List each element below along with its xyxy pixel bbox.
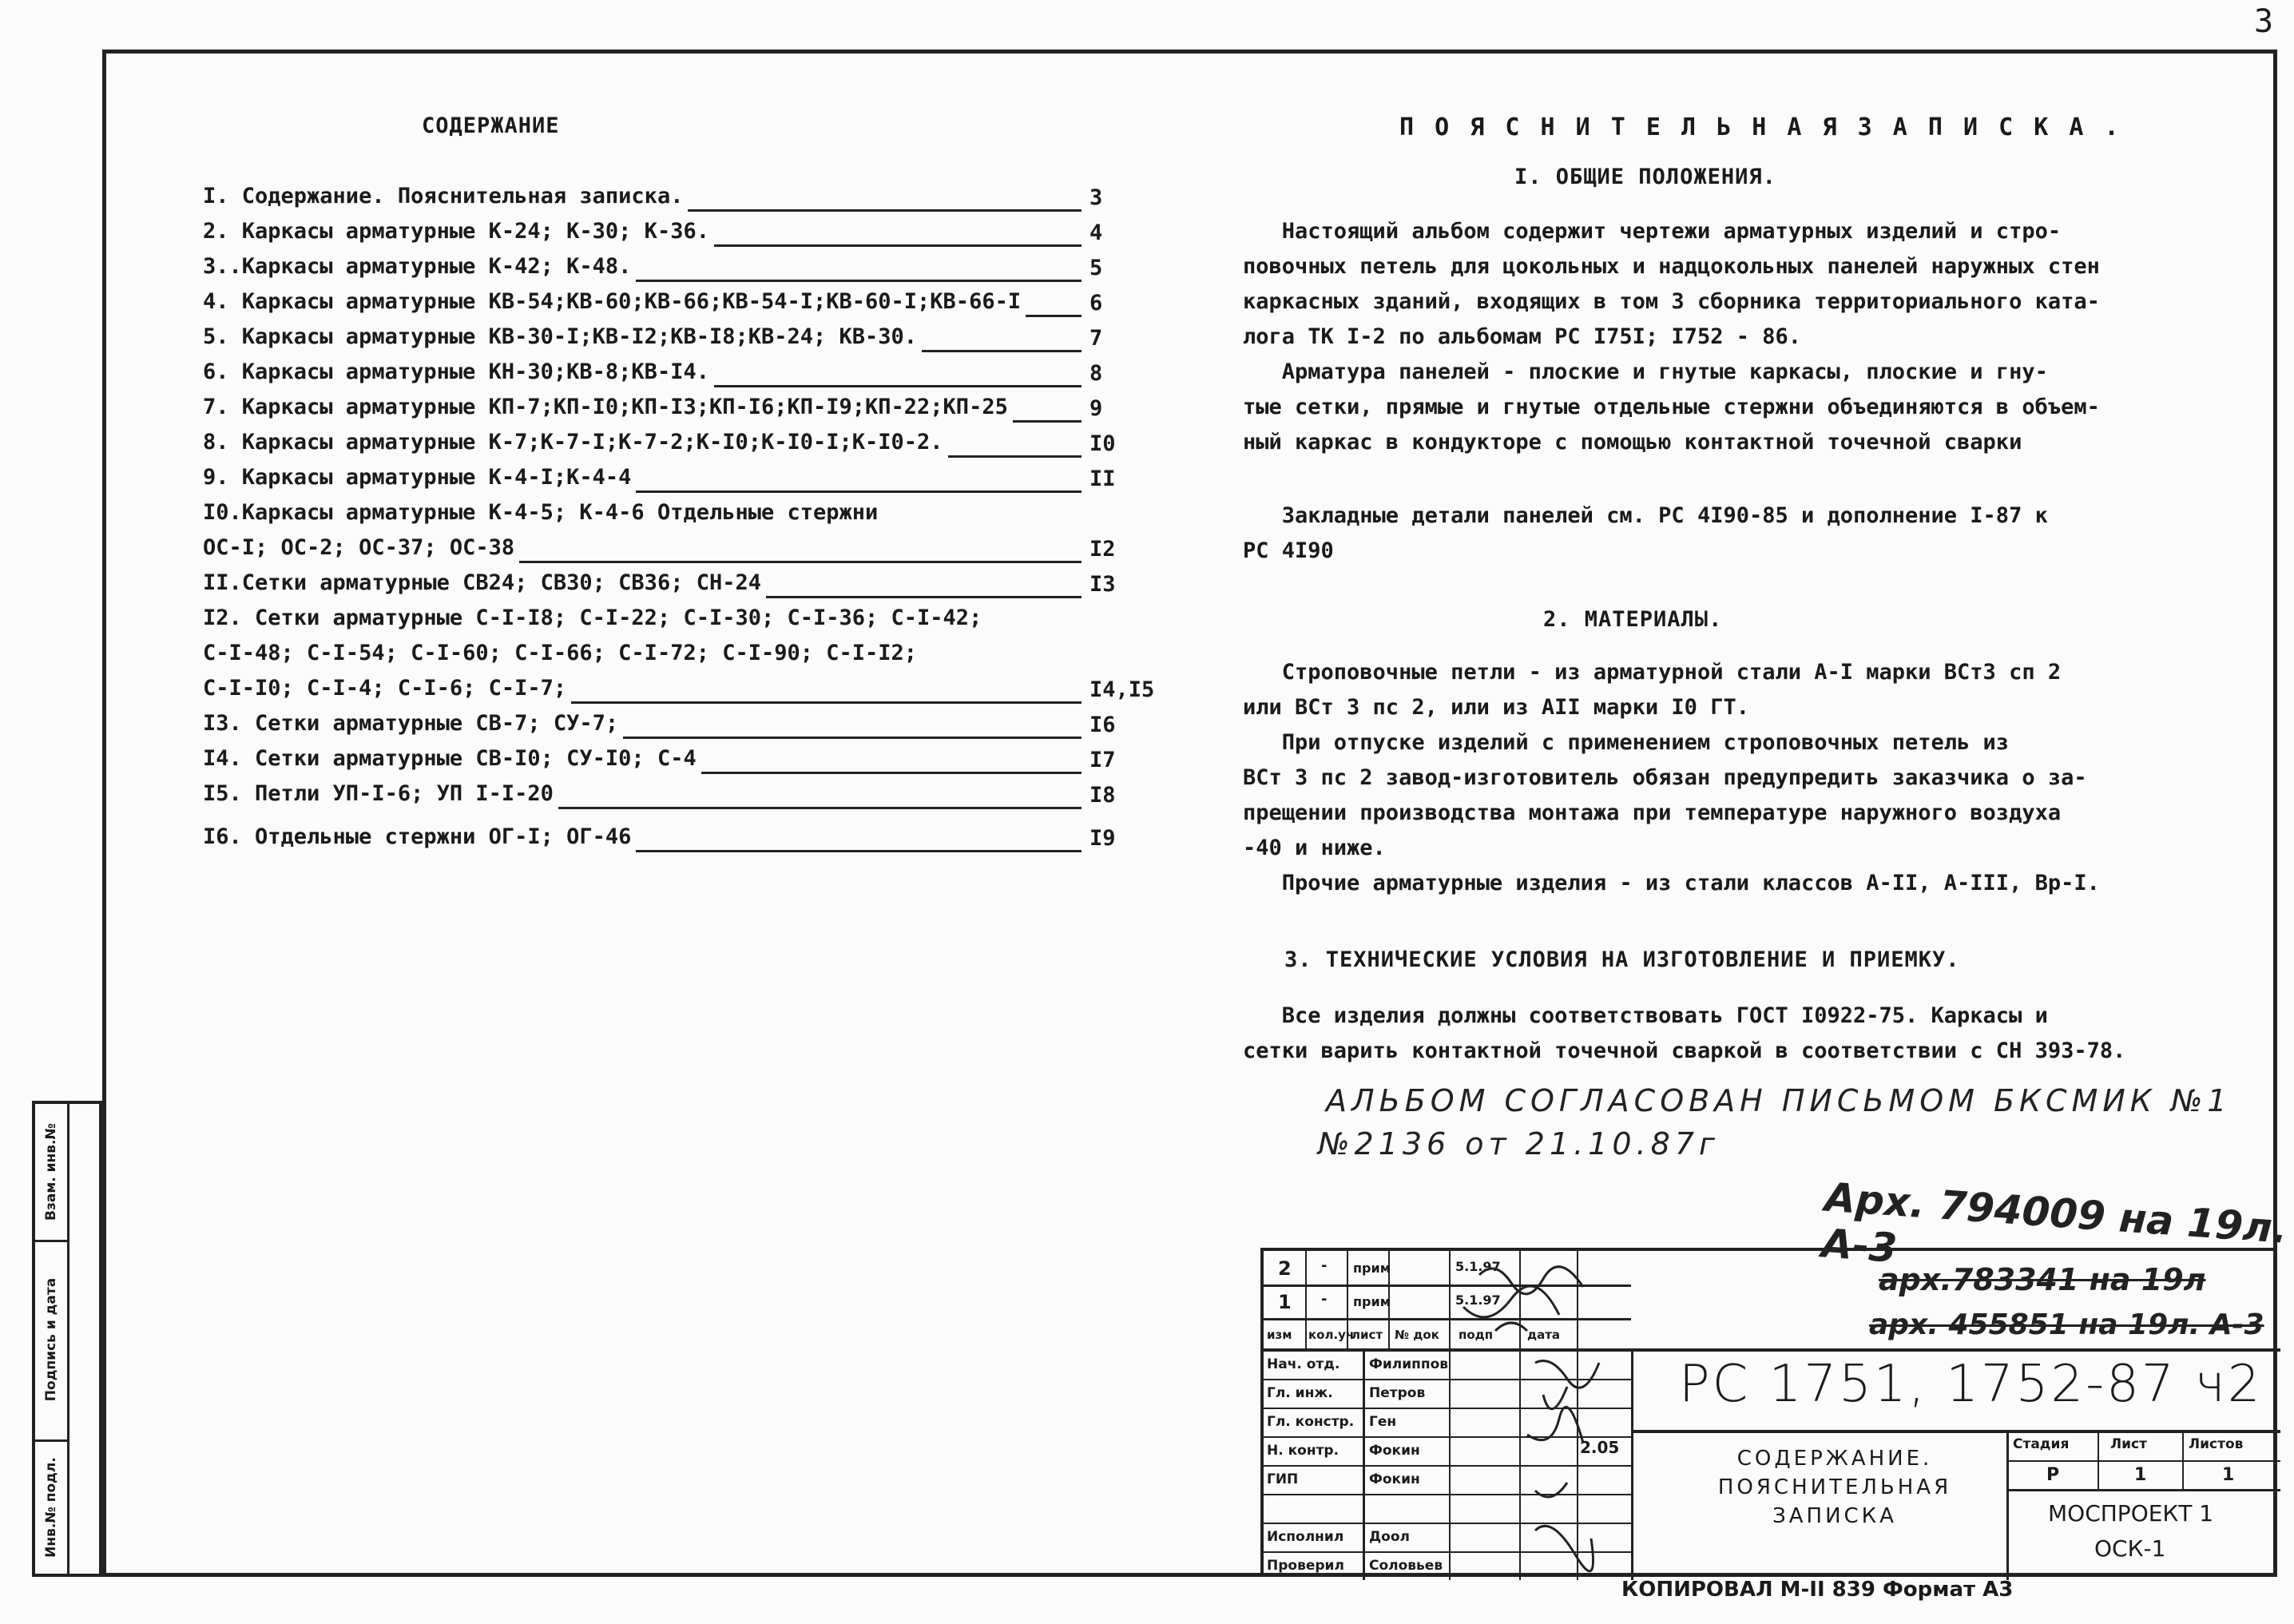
toc-row (203, 824, 1137, 860)
toc-item-text: I2. Сетки арматурные С-I-I8; С-I-22; С-I-30; С-I-36; С-I-42; (203, 606, 982, 630)
toc-row (203, 676, 1155, 711)
toc-item-text: I0.Каркасы арматурные К-4-5; К-4-6 Отдельные стержни (203, 500, 879, 525)
approval-date: 2.05 (1580, 1438, 1620, 1457)
rev-header-sheet: лист (1351, 1328, 1383, 1342)
toc-heading: СОДЕРЖАНИЕ (422, 113, 560, 138)
strip-cell-3 (35, 1439, 67, 1575)
toc-row (203, 430, 1137, 465)
toc-item-page: I6 (1089, 713, 1116, 737)
toc-item-text: 7. Каркасы арматурные КП-7;КП-I0;КП-I3;КП-I6;КП-I9;КП-22;КП-25 (203, 395, 1008, 419)
toc-leader-line (623, 737, 1082, 739)
toc-item-text: 4. Каркасы арматурные КВ-54;КВ-60;КВ-66;КВ-54-I;КВ-60-I;КВ-66-I (203, 289, 1022, 314)
role-label: Гл. констр. (1267, 1414, 1355, 1430)
role-name: Доол (1369, 1529, 1410, 1545)
role-label: Нач. отд. (1267, 1356, 1340, 1372)
toc-leader-line (1026, 315, 1082, 317)
toc-row (203, 465, 1137, 500)
strip-label-signature: Подпись и дата (43, 1277, 59, 1402)
role-label: Гл. инж. (1267, 1385, 1333, 1401)
toc-item-text: 2. Каркасы арматурные К-24; К-30; К-36. (203, 219, 709, 244)
toc-leader-line (519, 561, 1082, 563)
tb-grid-line (1264, 1348, 2280, 1352)
toc-item-text: 9. Каркасы арматурные К-4-I;К-4-4 (203, 465, 632, 490)
handwritten-approval-2: №2136 от 21.10.87г (1318, 1126, 1720, 1161)
document-code: РС 1751, 1752-87 ч2 (1679, 1355, 2263, 1414)
role-label: ГИП (1267, 1471, 1299, 1487)
toc-row (203, 606, 1137, 641)
rev-row-1-num: 1 (1278, 1291, 1292, 1313)
toc-row (203, 746, 1137, 781)
toc-item-text: 5. Каркасы арматурные КВ-30-I;КВ-I2;КВ-I8;КВ-24; КВ-30. (203, 324, 918, 349)
rev-row-1-count: - (1321, 1291, 1328, 1308)
toc-item-text: I3. Сетки арматурные СВ-7; СУ-7; (203, 711, 619, 736)
toc-row (203, 254, 1137, 289)
strip-label-replace: Взам. инв.№ (43, 1123, 59, 1221)
note-title: П О Я С Н И Т Е Л Ь Н А Я З А П И С К А . (1399, 113, 2122, 141)
toc-row (203, 219, 1137, 254)
toc-leader-line (766, 596, 1082, 598)
rev-row-1-type: прим (1353, 1294, 1391, 1309)
toc-row (203, 535, 1137, 570)
toc-item-page: II (1089, 467, 1116, 491)
rev-row-1-date: 5.1.97 (1455, 1292, 1501, 1308)
toc-leader-line (948, 455, 1082, 458)
toc-leader-line (636, 490, 1082, 493)
toc-item-page: I7 (1089, 748, 1116, 772)
toc-leader-line (571, 701, 1082, 704)
toc-row (203, 641, 1137, 676)
section-3-text: Все изделия должны соответствовать ГОСТ I0922-75. Каркасы и сетки варить контактной точечной сваркой в соответствии с СН 393-78. (1243, 1003, 2126, 1063)
rev-row-2-num: 2 (1278, 1257, 1292, 1280)
role-label: Исполнил (1267, 1529, 1344, 1545)
sheet-label: Лист (2110, 1436, 2147, 1452)
rev-header-date: дата (1527, 1328, 1561, 1342)
toc-item-text: I4. Сетки арматурные СВ-I0; СУ-I0; С-4 (203, 746, 697, 771)
toc-leader-line (714, 244, 1082, 247)
tb-grid-line (2006, 1430, 2009, 1580)
toc-row (203, 359, 1137, 395)
strip-label-inventory: Инв.№ подл. (43, 1457, 59, 1558)
role-name: Фокин (1369, 1443, 1420, 1459)
rev-row-2-type: прим (1353, 1261, 1391, 1276)
role-name: Ген (1369, 1414, 1397, 1430)
department: ОСК-1 (2094, 1535, 2166, 1562)
toc-row (203, 781, 1137, 816)
toc-row (203, 395, 1137, 430)
strip-divider (67, 1104, 69, 1574)
toc-item-page: I3 (1089, 572, 1116, 597)
tb-grid-line (2006, 1489, 2280, 1491)
sheets-label: Листов (2189, 1436, 2244, 1452)
scribble-rev (1463, 1267, 1583, 1331)
toc-item-page: I9 (1089, 826, 1116, 851)
toc-row (203, 711, 1137, 746)
toc-item-text: С-I-I0; С-I-4; С-I-6; С-I-7; (203, 676, 567, 701)
sheets-value: 1 (2222, 1465, 2235, 1485)
toc-item-page: 4 (1089, 220, 1103, 245)
toc-item-page: 6 (1089, 291, 1103, 316)
table-of-contents (203, 184, 1155, 860)
toc-item-text: I6. Отдельные стержни ОГ-I; ОГ-46 (203, 824, 632, 849)
toc-item-text: I. Содержание. Пояснительная записка. (203, 184, 684, 208)
tb-grid-line (2098, 1430, 2099, 1491)
scribble-approvals (1527, 1361, 1599, 1571)
archive-note-1: Арх. 794009 на 19л. А-3 (1820, 1173, 2289, 1272)
organization: МОСПРОЕКТ 1 (2048, 1500, 2214, 1527)
toc-item-page: 8 (1089, 361, 1103, 386)
toc-leader-line (558, 807, 1082, 809)
archive-note-3: арх. 455851 на 19л. А-3 (1869, 1308, 2264, 1341)
toc-item-text: 8. Каркасы арматурные К-7;К-7-I;К-7-2;К-I0;К-I0-I;К-I0-2. (203, 430, 943, 455)
left-binding-strip (32, 1101, 102, 1577)
role-name: Соловьев (1369, 1558, 1443, 1574)
role-name: Фокин (1369, 1471, 1420, 1487)
strip-cell-1 (35, 1104, 67, 1242)
role-name: Филиппов (1369, 1356, 1449, 1372)
toc-item-page: 9 (1089, 396, 1103, 421)
rev-row-2-date: 5.1.97 (1455, 1259, 1501, 1274)
rev-header-change: изм (1267, 1328, 1292, 1342)
toc-leader-line (714, 385, 1082, 387)
rev-header-sign: подп (1459, 1328, 1494, 1342)
toc-item-text: С-I-48; С-I-54; С-I-60; С-I-66; С-I-72; С-I-90; С-I-I2; (203, 641, 918, 665)
tb-grid-line (2006, 1460, 2280, 1462)
section-2-title: 2. МАТЕРИАЛЫ. (1543, 607, 1723, 632)
section-3-title: 3. ТЕХНИЧЕСКИЕ УСЛОВИЯ НА ИЗГОТОВЛЕНИЕ И ПРИЕМКУ. (1284, 947, 1960, 972)
rev-header-count: кол.уч (1308, 1328, 1355, 1342)
archive-note-2: арх.783341 на 19л (1879, 1262, 2206, 1297)
title-block (1260, 1248, 2277, 1577)
toc-item-page: 5 (1089, 256, 1103, 280)
rev-header-doc: № док (1395, 1328, 1439, 1342)
toc-item-text: 3..Каркасы арматурные К-42; К-48. (203, 254, 632, 279)
toc-row (203, 500, 1137, 535)
toc-leader-line (701, 772, 1082, 774)
handwritten-approval-1: АЛЬБОМ СОГЛАСОВАН ПИСЬМОМ БКСМИК №1 (1326, 1083, 2232, 1118)
stage-value: Р (2046, 1465, 2060, 1485)
rev-row-2-count: - (1321, 1257, 1328, 1274)
toc-item-text: II.Сетки арматурные СВ24; СВ30; СВ36; СН-24 (203, 570, 761, 595)
toc-row (203, 324, 1137, 359)
tb-grid-line (2182, 1430, 2184, 1491)
toc-leader-line (1013, 420, 1082, 423)
role-name: Петров (1369, 1385, 1426, 1401)
sheet-value: 1 (2134, 1465, 2147, 1485)
toc-item-page: I0 (1089, 431, 1116, 456)
toc-row (203, 289, 1137, 324)
toc-leader-line (688, 209, 1082, 212)
section-1-title: I. ОБЩИЕ ПОЛОЖЕНИЯ. (1514, 165, 1776, 189)
toc-leader-line (636, 280, 1082, 282)
toc-item-text: I5. Петли УП-I-6; УП I-I-20 (203, 781, 554, 806)
tb-grid-line (1363, 1348, 1365, 1580)
stage-label: Стадия (2013, 1436, 2070, 1452)
strip-cell-2 (35, 1240, 67, 1442)
sheet-description: СОДЕРЖАНИЕ. ПОЯСНИТЕЛЬНАЯ ЗАПИСКА (1717, 1447, 1952, 1528)
toc-item-page: 3 (1089, 185, 1103, 210)
role-label: Н. контр. (1267, 1443, 1339, 1459)
toc-item-page: 7 (1089, 326, 1103, 351)
toc-row (203, 184, 1137, 219)
page-number: 3 (2254, 3, 2274, 40)
toc-row (203, 570, 1137, 606)
role-label: Проверил (1267, 1558, 1344, 1574)
toc-item-page: I4,I5 (1089, 677, 1155, 702)
toc-item-page: I8 (1089, 783, 1116, 808)
toc-item-text: 6. Каркасы арматурные КН-30;КВ-8;КВ-I4. (203, 359, 709, 384)
toc-item-text: ОС-I; ОС-2; ОС-37; ОС-38 (203, 535, 515, 560)
toc-leader-line (922, 350, 1082, 352)
tb-grid-line (1305, 1251, 1307, 1348)
signature-scribbles (1447, 1251, 1639, 1580)
section-1-text-2: Закладные детали панелей см. РС 4I90-85 и дополнение I-87 к РС 4I90 (1243, 503, 2048, 563)
footer-format: КОПИРОВАЛ М-II 839 Формат А3 (1621, 1578, 2014, 1602)
section-1-text: Настоящий альбом содержит чертежи арматурных изделий и стро- повочных петель для цокольных и надцокольных панелей наружных стен каркасных зданий, входящих в том 3 сборника территориального ката- лога ТК I-2 по альбомам РС I75I; I752 - 86. Арматура панелей - плоские и гнутые каркасы, плоские и гну- тые сетки, прямые и гнутые отдельные стержни объединяются в объем- ный каркас в кондукторе с помощью контактной точечной сварки (1243, 219, 2100, 455)
toc-item-page: I2 (1089, 537, 1116, 562)
section-2-text: Строповочные петли - из арматурной стали А-I марки ВСт3 сп 2 или ВСт 3 пс 2, или из АII марки I0 ГТ. При отпуске изделий с применением строповочных петель из ВСт 3 пс 2 завод-изготовитель обязан предупредить заказчика о за- прещении производства монтажа при температуре наружного воздуха -40 и ниже. Прочие арматурные изделия - из стали классов А-II, А-III, Вр-I. (1243, 660, 2100, 895)
toc-leader-line (636, 850, 1082, 852)
